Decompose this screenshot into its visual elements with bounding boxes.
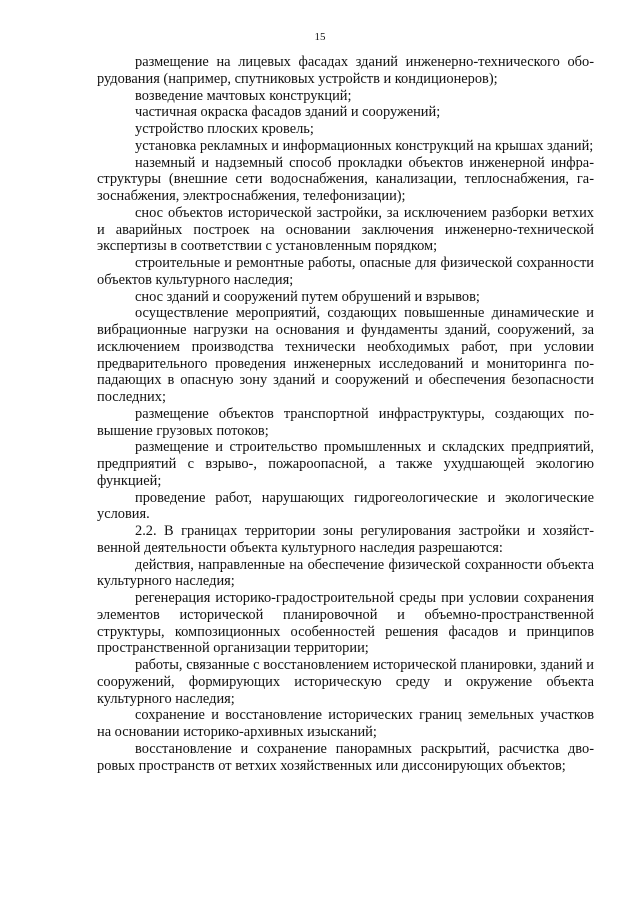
paragraph: сохранение и восстановление исторических границ земельных участков на основании историко-архивных изысканий;: [97, 707, 594, 740]
paragraph: снос зданий и сооружений путем обрушений и взрывов;: [135, 288, 480, 305]
paragraph: проведение работ, нарушающих гидрогеологические и экологические условия.: [97, 489, 594, 523]
paragraph: установка рекламных и информационных конструкций на крышах зданий;: [135, 137, 594, 154]
paragraph: работы, связанные с восстановлением исторической планировки, зданий и сооружений, формирующих историческую среду и окружение объекта культурного наследия;: [97, 657, 594, 707]
section-paragraph: 2.2. В границах территории зоны регулирования застройки и хозяйственной деятельности объекта культурного наследия разрешаются:: [97, 523, 594, 556]
paragraph: снос объектов исторической застройки, за исключением разборки ветхих и аварийных построек на основании заключения инженерно-технической экспертизы в соответствии с установленным порядком;: [97, 204, 594, 255]
page-number: 15: [314, 31, 326, 43]
paragraph: устройство плоских кровель;: [135, 121, 314, 137]
body-text: [97, 54, 594, 774]
paragraph: строительные и ремонтные работы, опасные для физической сохранности объектов культурного наследия;: [97, 255, 594, 288]
paragraph: действия, направленные на обеспечение физической сохранности объекта культурного наследия;: [97, 556, 594, 590]
paragraph: восстановление и сохранение панорамных раскрытий, расчистка дворовых пространств от ветхих хозяйственных или диссонирующих объектов;: [97, 740, 594, 774]
paragraph: осуществление мероприятий, создающих повышенные динамические и вибрационные нагрузки на основания и фундаменты зданий, сооружений, за исключением производства технически необходимых работ, при условии предварительного проведения инженерных исследований и мониторинга попадающих в опасную зону зданий и сооружений и обеспечения безопасности последних;: [97, 305, 594, 405]
paragraph: возведение мачтовых конструкций;: [135, 87, 352, 104]
paragraph: частичная окраска фасадов зданий и сооружений;: [135, 104, 441, 121]
paragraph: размещение объектов транспортной инфраструктуры, создающих повышение грузовых потоков;: [97, 405, 594, 439]
paragraph: регенерация историко-градостроительной среды при условии сохранения элементов исторической планировочной и объемно-пространственной структуры, композиционных особенностей решения фасадов и принципов пространственной организации территории;: [97, 590, 594, 657]
paragraph: размещение на лицевых фасадах зданий инженерно-технического оборудования (например, спутниковых устройств и кондиционеров);: [97, 54, 594, 87]
paragraph: наземный и надземный способ прокладки объектов инженерной инфраструктуры (внешние сети водоснабжения, канализации, теплоснабжения, газоснабжения, электроснабжения, телефонизации);: [97, 154, 594, 204]
paragraph: размещение и строительство промышленных и складских предприятий, предприятий с взрыво-, пожароопасной, а также ухудшающей экологию функцией;: [97, 439, 594, 489]
